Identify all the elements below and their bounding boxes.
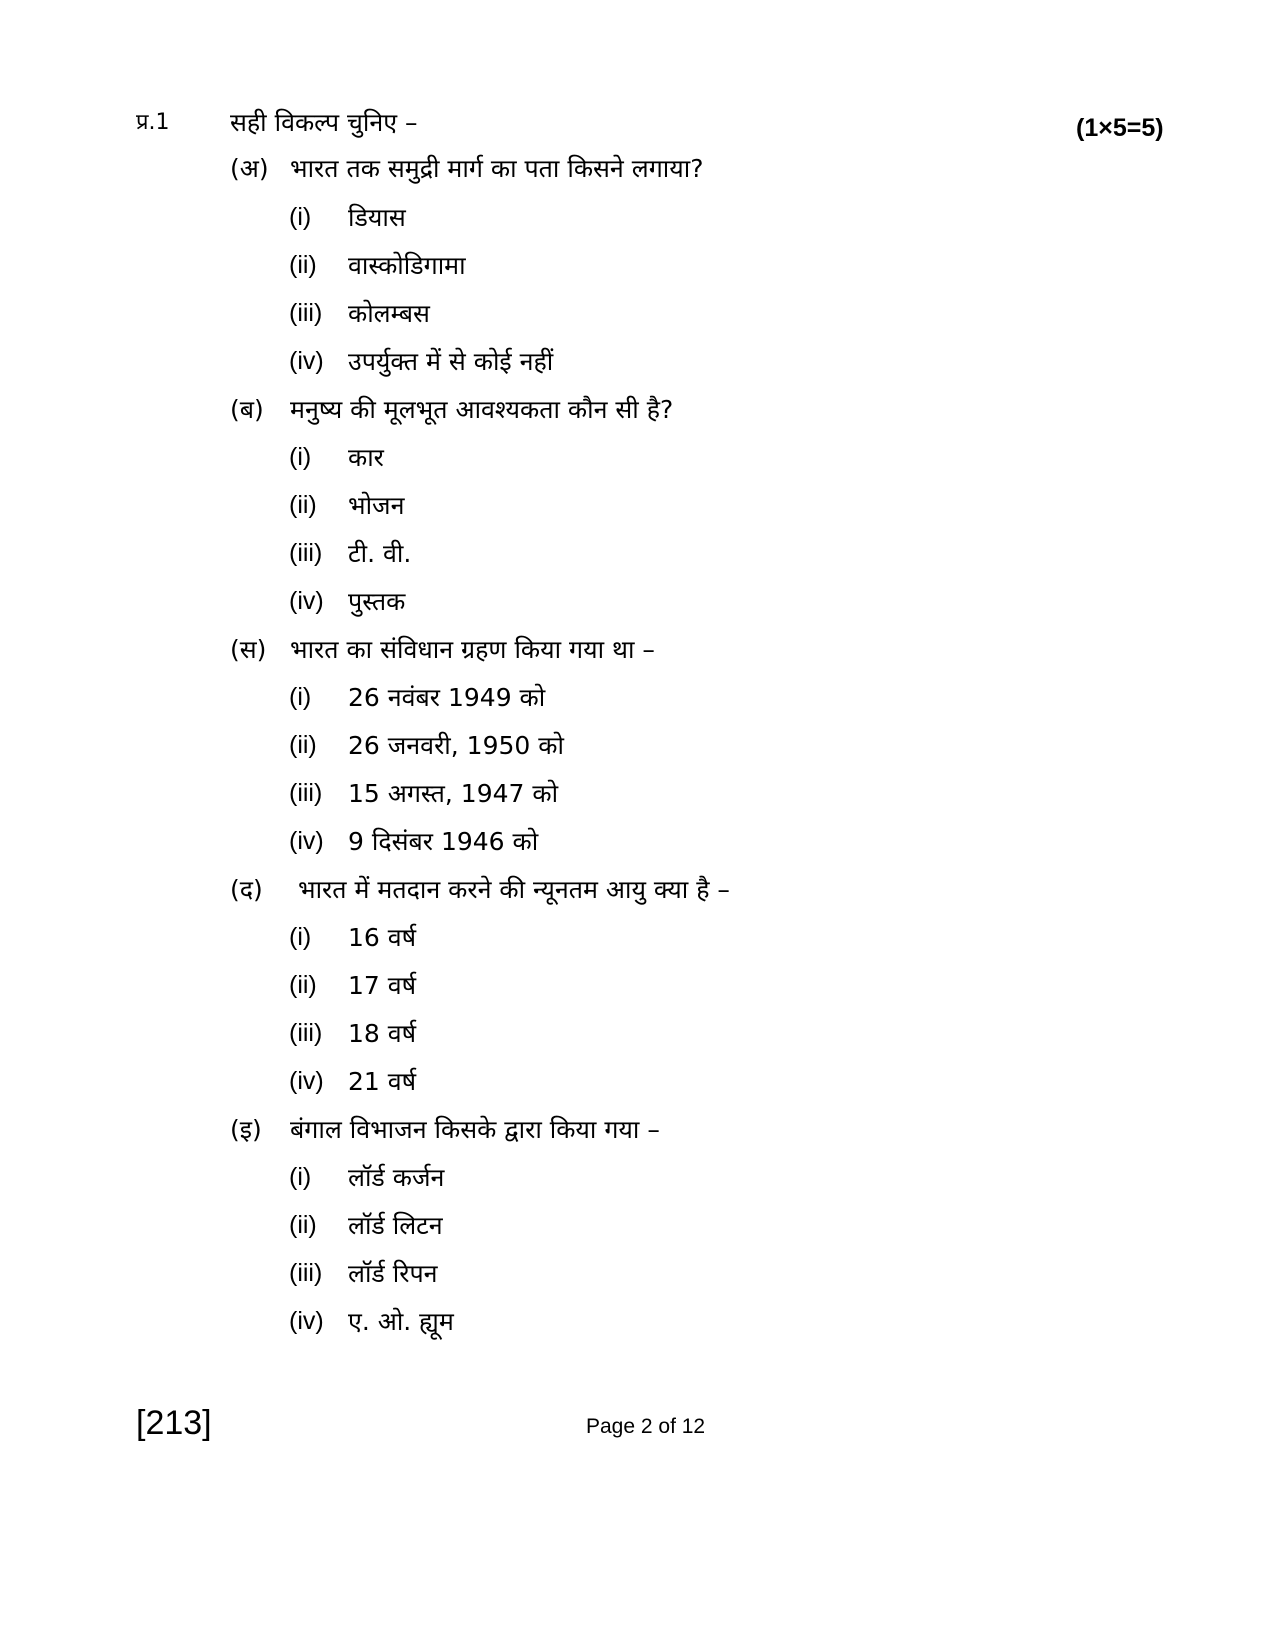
page-number: Page 2 of 12 bbox=[586, 1415, 706, 1438]
question-heading: सही विकल्प चुनिए – bbox=[230, 108, 418, 137]
option-text: कार bbox=[348, 443, 384, 472]
option-label: (iii) bbox=[289, 539, 323, 567]
option-label: (iv) bbox=[289, 827, 324, 855]
option-text: कोलम्बस bbox=[348, 299, 430, 328]
option-label: (i) bbox=[289, 443, 312, 471]
option-label: (iv) bbox=[289, 1067, 324, 1095]
option-text: 9 दिसंबर 1946 को bbox=[348, 827, 539, 856]
part-question: भारत में मतदान करने की न्यूनतम आयु क्या है – bbox=[298, 875, 730, 904]
option-text: 15 अगस्त, 1947 को bbox=[348, 779, 559, 808]
part-label: (स) bbox=[230, 635, 267, 664]
option-label: (iii) bbox=[289, 1019, 323, 1047]
part-label: (द) bbox=[230, 875, 263, 904]
option-text: ए. ओ. ह्यूम bbox=[348, 1307, 454, 1336]
option-label: (iv) bbox=[289, 587, 324, 615]
option-text: लॉर्ड रिपन bbox=[348, 1259, 438, 1288]
part-label: (ब) bbox=[230, 395, 264, 424]
option-label: (ii) bbox=[289, 731, 317, 759]
question-number: प्र.1 bbox=[136, 110, 170, 135]
option-text: पुस्तक bbox=[348, 587, 406, 616]
option-label: (iii) bbox=[289, 779, 323, 807]
option-label: (i) bbox=[289, 683, 312, 711]
option-label: (i) bbox=[289, 203, 312, 231]
part-question: बंगाल विभाजन किसके द्वारा किया गया – bbox=[290, 1115, 660, 1144]
option-text: उपर्युक्त में से कोई नहीं bbox=[348, 347, 554, 376]
part-label: (अ) bbox=[230, 154, 269, 183]
option-label: (iii) bbox=[289, 299, 323, 327]
option-text: 16 वर्ष bbox=[348, 923, 417, 952]
option-label: (ii) bbox=[289, 251, 317, 279]
option-label: (i) bbox=[289, 1163, 312, 1191]
option-text: लॉर्ड कर्जन bbox=[348, 1163, 445, 1192]
option-text: डियास bbox=[348, 203, 406, 232]
part-label: (इ) bbox=[230, 1115, 262, 1144]
option-text: टी. वी. bbox=[348, 539, 412, 568]
option-text: 26 जनवरी, 1950 को bbox=[348, 731, 564, 760]
paper-code: [213] bbox=[136, 1404, 212, 1442]
option-text: 21 वर्ष bbox=[348, 1067, 417, 1096]
option-label: (iv) bbox=[289, 347, 324, 375]
option-text: 26 नवंबर 1949 को bbox=[348, 683, 546, 712]
option-text: 17 वर्ष bbox=[348, 971, 417, 1000]
option-text: वास्कोडिगामा bbox=[348, 251, 466, 280]
option-text: लॉर्ड लिटन bbox=[348, 1211, 443, 1240]
option-label: (i) bbox=[289, 923, 312, 951]
option-label: (iii) bbox=[289, 1259, 323, 1287]
option-text: भोजन bbox=[348, 491, 405, 520]
option-label: (iv) bbox=[289, 1307, 324, 1335]
option-label: (ii) bbox=[289, 1211, 317, 1239]
marks-allocation: (1×5=5) bbox=[1076, 114, 1164, 142]
part-question: मनुष्य की मूलभूत आवश्यकता कौन सी है? bbox=[290, 395, 674, 424]
part-question: भारत तक समुद्री मार्ग का पता किसने लगाया? bbox=[290, 154, 704, 183]
option-label: (ii) bbox=[289, 971, 317, 999]
part-question: भारत का संविधान ग्रहण किया गया था – bbox=[290, 635, 655, 664]
option-label: (ii) bbox=[289, 491, 317, 519]
option-text: 18 वर्ष bbox=[348, 1019, 417, 1048]
